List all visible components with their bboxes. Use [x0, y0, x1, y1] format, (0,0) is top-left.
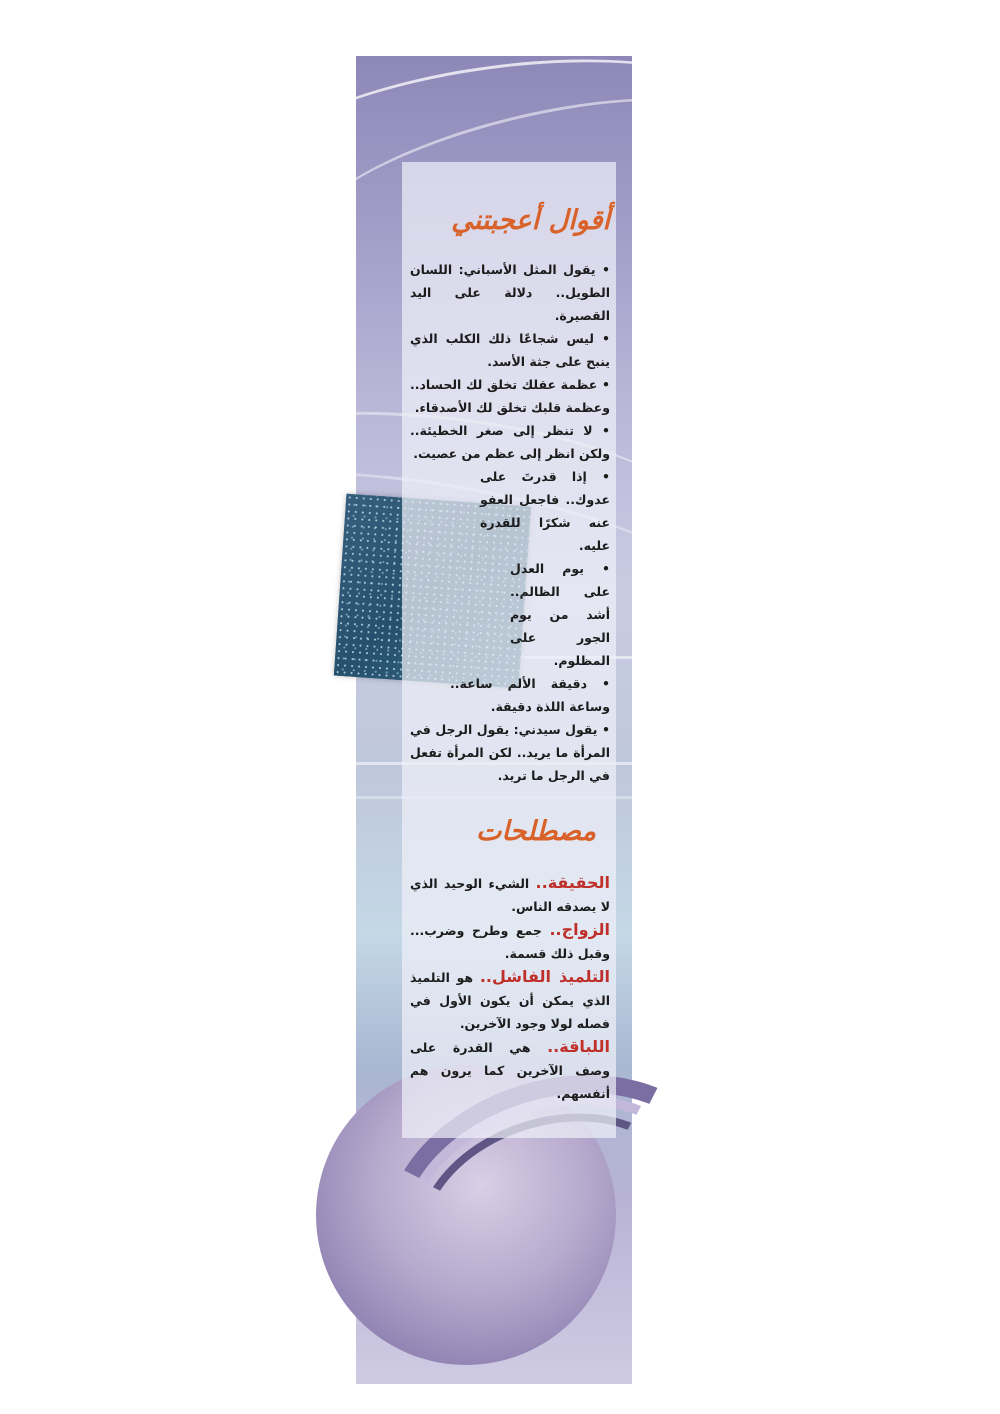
- term-definition: الشيء الوحيد الذي لا يصدقه الناس.: [410, 876, 610, 914]
- term-word: اللباقة..: [547, 1037, 610, 1056]
- term-definition: جمع وطرح وضرب... وقبل ذلك قسمة.: [410, 923, 610, 961]
- term-definition: هي القدرة على وصف الآخرين كما يرون هم أنفسهم.: [410, 1040, 610, 1101]
- term-entry: [410, 1035, 610, 1105]
- term-entry: [410, 965, 610, 1035]
- quote-item: • لا تنظر إلى صغر الخطيئة.. ولكن انظر إلى عظم من عصيت.: [410, 419, 610, 465]
- term-word: الحقيقة..: [535, 873, 610, 892]
- quote-item: • عظمة عقلك تخلق لك الحساد.. وعظمة قلبك تخلق لك الأصدقاء.: [410, 373, 610, 419]
- section-title-quotes: أقوال أعجبتني: [451, 205, 610, 236]
- term-entry: [410, 918, 610, 965]
- term-word: الزواج..: [549, 920, 611, 939]
- quote-item: • دقيقة الألم ساعة.. وساعة اللذة دقيقة.: [450, 672, 610, 718]
- section-title-terms: مصطلحات: [475, 816, 596, 847]
- quote-item: • يقول المثل الأسباني: اللسان الطويل.. دلالة على اليد القصيرة.: [410, 258, 610, 327]
- quote-item: • يوم العدل على الظالم.. أشد من يوم الجور على المظلوم.: [510, 557, 610, 672]
- term-word: التلميذ الفاشل..: [479, 967, 610, 986]
- quote-item: • ليس شجاعًا ذلك الكلب الذي ينبح على جثة الأسد.: [410, 327, 610, 373]
- article-content: [410, 180, 610, 1105]
- quote-item: • إذا قدرتَ على عدوك.. فاجعل العفو عنه شكرًا للقدرة عليه.: [480, 465, 610, 557]
- term-entry: [410, 871, 610, 918]
- term-definition: هو التلميذ الذي يمكن أن يكون الأول في فصله لولا وجود الآخرين.: [410, 970, 610, 1031]
- quote-item: • يقول سيدني: يقول الرجل في المرأة ما يريد.. لكن المرأة تفعل في الرجل ما تريد.: [410, 718, 610, 787]
